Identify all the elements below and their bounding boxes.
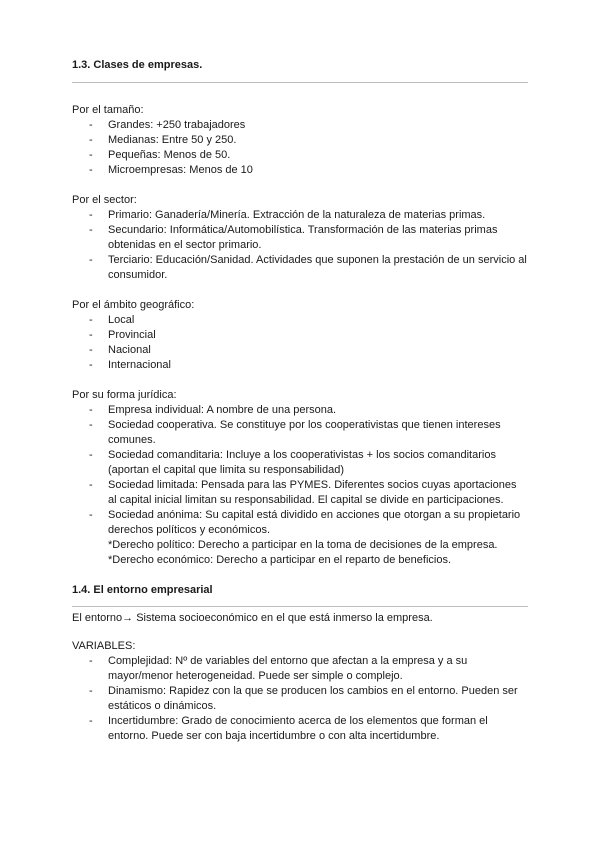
bullet: -	[89, 509, 93, 521]
bullet: -	[89, 685, 93, 697]
list-item: - Dinamismo: Rapidez con la que se producen los cambios en el entorno. Pueden ser estáticos o dinámicos.	[89, 685, 518, 712]
list-item: - Sociedad limitada: Pensada para las PYMES. Diferentes socios cuyas aportaciones al capital inicial limitan su responsabilidad. El capital se divide en participaciones.	[89, 479, 517, 506]
note-political-right: *Derecho político: Derecho a participar en la toma de decisiones de la empresa.	[108, 539, 498, 551]
bullet: -	[89, 209, 93, 221]
group-label-sector: Por el sector:	[72, 194, 137, 206]
group-label-size: Por el tamaño:	[72, 104, 144, 116]
list-item: - Pequeñas: Menos de 50.	[89, 149, 231, 161]
list-item: - Local	[89, 314, 135, 326]
bullet: -	[89, 224, 93, 236]
group-label-geography: Por el ámbito geográfico:	[72, 299, 195, 311]
list-item: - Nacional	[89, 344, 151, 356]
section-1-3-title: 1.3. Clases de empresas.	[72, 59, 203, 71]
sector-list	[72, 208, 528, 283]
list-item: - Internacional	[89, 359, 171, 371]
bullet: -	[89, 254, 93, 266]
document-page	[72, 0, 528, 744]
bullet: -	[89, 404, 93, 416]
bullet: -	[89, 359, 93, 371]
section-divider	[72, 82, 528, 83]
section-divider	[72, 606, 528, 607]
size-list	[72, 118, 528, 178]
list-item: - Empresa individual: A nombre de una persona.	[89, 404, 337, 416]
bullet: -	[89, 655, 93, 667]
bullet: -	[89, 449, 93, 461]
list-item: - Terciario: Educación/Sanidad. Actividades que suponen la prestación de un servicio al consumidor.	[89, 254, 527, 281]
list-item: - Incertidumbre: Grado de conocimiento acerca de los elementos que forman el entorno. Puede ser con baja incertidumbre o con alta incertidumbre.	[89, 715, 488, 742]
bullet: -	[89, 164, 93, 176]
list-item: - Sociedad comanditaria: Incluye a los cooperativistas + los socios comanditarios (aportan el capital que limita su responsabilidad)	[89, 449, 496, 476]
environment-definition: El entorno→ Sistema socioeconómico en el que está inmerso la empresa.	[72, 612, 433, 624]
geography-list	[72, 313, 528, 373]
list-item: - Provincial	[89, 329, 156, 341]
variables-label: VARIABLES:	[72, 640, 136, 652]
list-item: - Primario: Ganadería/Minería. Extracción de la naturaleza de materias primas.	[89, 209, 486, 221]
list-item: - Microempresas: Menos de 10	[89, 164, 253, 176]
bullet: -	[89, 119, 93, 131]
bullet: -	[89, 344, 93, 356]
bullet: -	[89, 134, 93, 146]
section-1-4-title: 1.4. El entorno empresarial	[72, 584, 213, 596]
list-item: - Grandes: +250 trabajadores	[89, 119, 246, 131]
bullet: -	[89, 419, 93, 431]
list-item: - Complejidad: Nº de variables del entorno que afectan a la empresa y a su mayor/menor heterogeneidad. Puede ser simple o complejo.	[89, 655, 468, 682]
group-label-legal-form: Por su forma jurídica:	[72, 389, 177, 401]
list-item: - Secundario: Informática/Automobilística. Transformación de las materias primas obtenidas en el sector primario.	[89, 224, 498, 251]
list-item: - Sociedad anónima: Su capital está dividido en acciones que otorgan a su propietario derechos políticos y económicos. *Derecho político: Derecho a participar en la toma de decisiones de la empresa. *Derecho económico: Derecho a participar en el reparto de beneficios.	[72, 508, 528, 568]
variables-list	[72, 654, 528, 744]
bullet: -	[89, 149, 93, 161]
bullet: -	[89, 479, 93, 491]
legal-form-list	[72, 403, 528, 568]
bullet: -	[89, 715, 93, 727]
list-item: - Sociedad cooperativa. Se constituye por los cooperativistas que tienen intereses comunes.	[89, 419, 501, 446]
note-economic-right: *Derecho económico: Derecho a participar en el reparto de beneficios.	[108, 554, 452, 566]
list-item: - Medianas: Entre 50 y 250.	[89, 134, 237, 146]
bullet: -	[89, 314, 93, 326]
bullet: -	[89, 329, 93, 341]
